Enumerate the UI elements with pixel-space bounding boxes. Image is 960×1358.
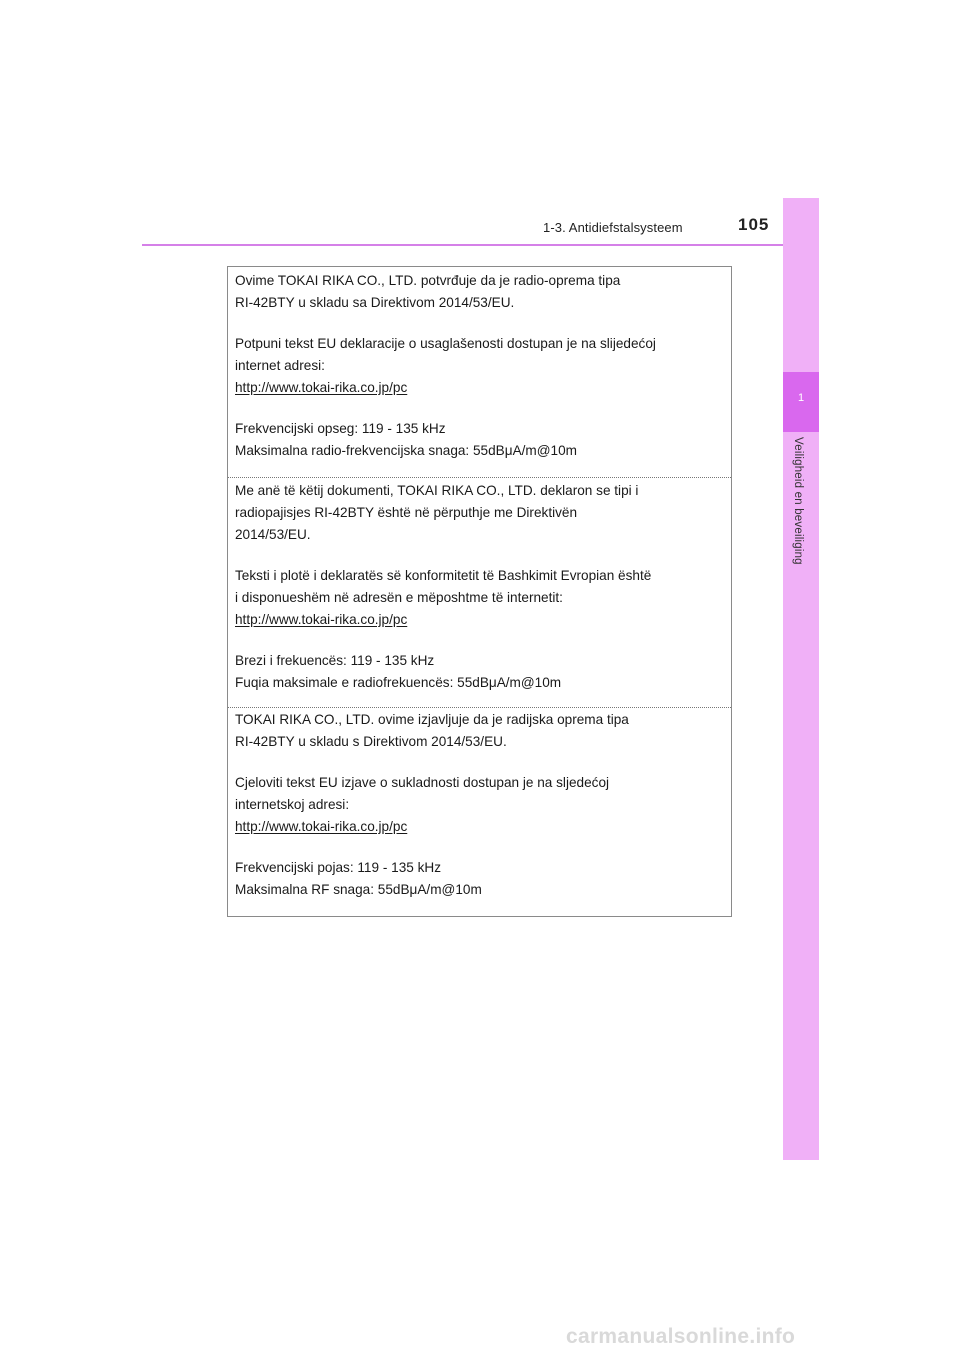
section-title: 1-3. Antidiefstalsysteem: [543, 220, 683, 235]
full-text-line: Potpuni tekst EU deklaracije o usaglašenosti dostupan je na slijedećoj: [235, 336, 656, 351]
declaration-link[interactable]: http://www.tokai-rika.co.jp/pc: [235, 819, 408, 834]
header-divider: [142, 244, 819, 246]
declaration-link[interactable]: http://www.tokai-rika.co.jp/pc: [235, 612, 408, 627]
declaration-line: Ovime TOKAI RIKA CO., LTD. potvrđuje da je radio-oprema tipa: [235, 273, 621, 288]
declaration-link[interactable]: http://www.tokai-rika.co.jp/pc: [235, 380, 408, 395]
frequency-text: Frekvencijski opseg: 119 - 135 kHz: [235, 421, 446, 436]
declaration-line: Me anë të këtij dokumenti, TOKAI RIKA CO., LTD. deklaron se tipi i: [235, 483, 639, 498]
full-text-line: i disponueshëm në adresën e mëposhtme të internetit:: [235, 590, 563, 605]
declaration-block-1: [228, 270, 731, 462]
declaration-line: RI-42BTY u skladu s Direktivom 2014/53/EU.: [235, 734, 507, 749]
declaration-box: [227, 266, 732, 917]
declaration-block-2: [228, 480, 731, 694]
power-text: Fuqia maksimale e radiofrekuencës: 55dBμA/m@10m: [235, 675, 562, 690]
chapter-side-tab: [783, 198, 819, 1160]
chapter-number: 1: [797, 392, 805, 404]
block-divider: [228, 707, 731, 708]
full-text-line: internetskoj adresi:: [235, 797, 350, 812]
declaration-line: TOKAI RIKA CO., LTD. ovime izjavljuje da je radijska oprema tipa: [235, 712, 629, 727]
full-text-line: Cjeloviti tekst EU izjave o sukladnosti dostupan je na sljedećoj: [235, 775, 610, 790]
declaration-line: RI-42BTY u skladu sa Direktivom 2014/53/EU.: [235, 295, 515, 310]
power-text: Maksimalna radio-frekvencijska snaga: 55dBμA/m@10m: [235, 443, 577, 458]
full-text-line: Teksti i plotë i deklaratës së konformitetit të Bashkimit Evropian është: [235, 568, 652, 583]
chapter-title: Veiligheid en beveiliging: [792, 437, 804, 565]
frequency-text: Brezi i frekuencës: 119 - 135 kHz: [235, 653, 435, 668]
frequency-text: Frekvencijski pojas: 119 - 135 kHz: [235, 860, 442, 875]
site-watermark: carmanualsonline.info: [566, 1325, 796, 1348]
declaration-line: radiopajisjes RI-42BTY është në përputhje me Direktivën: [235, 505, 578, 520]
power-text: Maksimalna RF snaga: 55dBμA/m@10m: [235, 882, 482, 897]
declaration-block-3: [228, 709, 731, 901]
page-number: 105: [738, 215, 770, 234]
full-text-line: internet adresi:: [235, 358, 325, 373]
declaration-line: 2014/53/EU.: [235, 527, 311, 542]
block-divider: [228, 477, 731, 478]
